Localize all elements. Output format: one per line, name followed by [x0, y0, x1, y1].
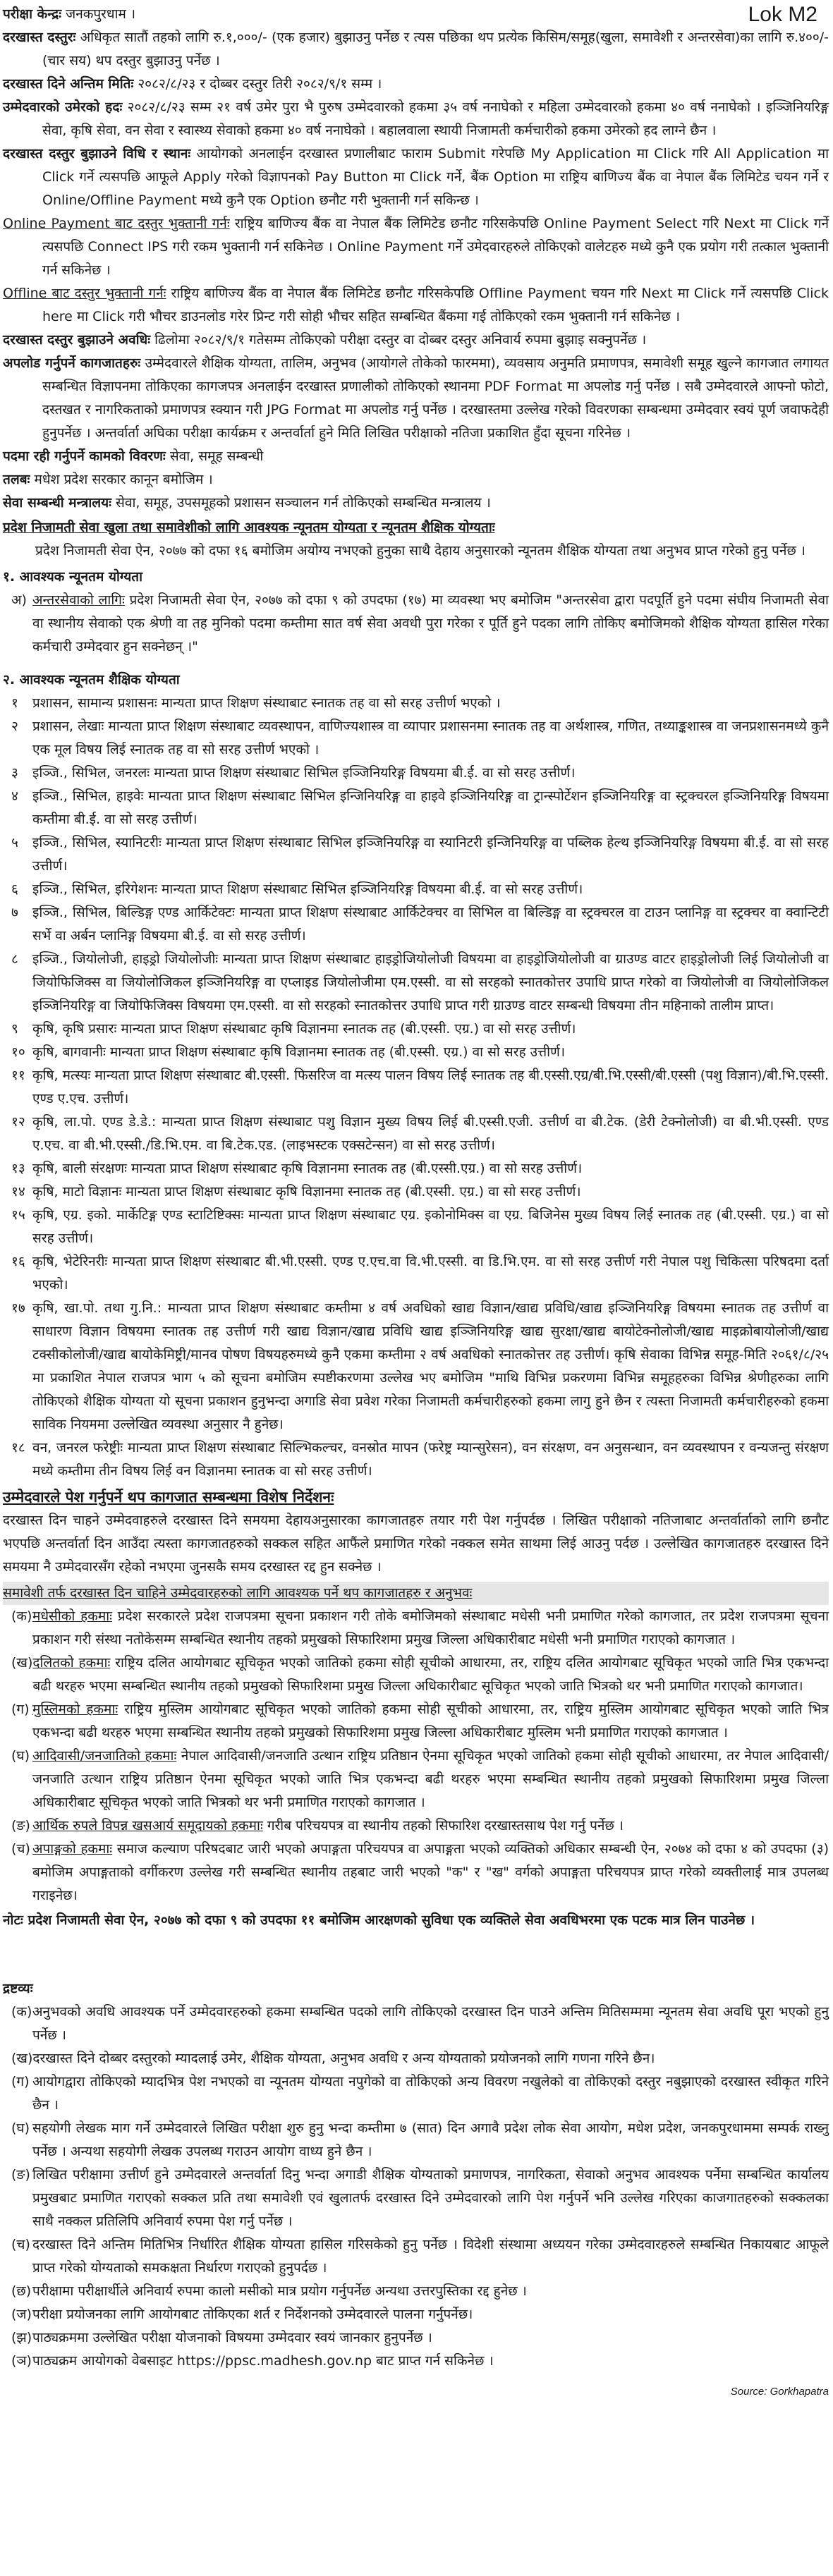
- item-text: गरीब परिचयपत्र वा स्थानीय तहको सिफारिश दरखास्तसाथ पेश गर्नु पर्नेछ ।: [267, 1818, 624, 1833]
- item-number: (च): [11, 2237, 30, 2252]
- inclusive-documents-heading: समावेशी तर्फ दरखास्त दिन चाहिने उम्मेदवारहरुको लागि आवश्यक पर्ने थप कागजातहरु र अनुभवः: [3, 1582, 829, 1605]
- list-item: [3, 1250, 829, 1297]
- item-text: परीक्षामा परीक्षार्थीले अनिवार्य रुपमा कालो मसीको मात्र प्रयोग गर्नुपर्नेछ अन्यथा उत्तरपुस्तिका रद्द हुनेछ ।: [32, 2283, 527, 2299]
- item-text: आयोगद्वारा तोकिएको म्यादभित्र पेश नभएको वा न्यूनतम योग्यता नपुगेको वा तोकिएको अन्य विवरण नखुलेको वा तोकिएको दस्तुर नबुझाएको दरखास्त स्वीकृत गरिने छैन ।: [32, 2074, 829, 2113]
- field-value: २०८२/८/२३ र दोब्बर दस्तुर तिरी २०८२/९/१ सम्म ।: [138, 76, 382, 92]
- minimum-qualification-heading: १. आवश्यक न्यूनतम योग्यता: [3, 569, 143, 585]
- item-label: मुस्लिमको हकमाः: [32, 1702, 118, 1717]
- item-body: [32, 785, 829, 831]
- item-number: ८: [11, 951, 18, 967]
- list-item: [3, 2070, 829, 2117]
- item-label: आदिवासी/जनजातिको हकमाः: [32, 1748, 177, 1764]
- field-label: अपलोड गर्नुपर्ने कागजातहरुः: [3, 355, 141, 371]
- item-number: (झ): [11, 2330, 32, 2345]
- item-text: इञ्जि., सिभिल, स्यानिटरीः मान्यता प्राप्त शिक्षण संस्थाबाट सिभिल इञ्जिनियरिङ्ग वा स्यानिटरी इन्जिनियरिङ्ग वा पब्लिक हेल्थ इञ्जिनियरिङ्ग विषयमा बी.ई. वा सो सरह उत्तीर्ण।: [32, 835, 829, 874]
- inclusive-documents-list: [3, 1605, 829, 1907]
- item-text: कृषि, खा.पो. तथा गु.नि.: मान्यता प्राप्त शिक्षण संस्थाबाट कम्तीमा ४ वर्ष अवधिको खाद्य विज्ञान/खाद्य प्रविधि/खाद्य इञ्जिनियरिङ्ग विषयमा स्नातक तह उत्तीर्ण वा साधारण विज्ञान विषयमा स्नातक तह उत्तीर्ण गरी खाद्य विज्ञान/खाद्य प्रविधि खाद्य इञ्जिनियरिङ्ग खाद्य सुरक्षा/खाद्य बायोटेक्नोलोजी/खाद्य माइक्रोबायोलोजी/खाद्य टक्सीकोलोजी/खाद्य बायोकेमिष्ट्री/मानव पोषण विषयहरुमध्ये कुनै एकमा कम्तीमा २ वर्ष अवधिको स्नातकोत्तर तह उत्तीर्ण। कृषि सेवाका विभिन्न समूह-मिति २०६१/८/२५ मा प्रकाशित नेपाल राजपत्र भाग ५ को सूचना बमोजिम स्पष्टीकरणमा उल्लेख भए बमोजिम "माथि विभिन्न प्रकरणमा विभिन्न समूहहरुका विभिन्न श्रेणीहरुका लागि तोकिएको शैक्षिक योग्यता यो सूचना प्रकाशन हुनुभन्दा अगाडि सेवा प्रवेश गरेका निजामती कर्मचारीहरुको हकमा लागु हुने छैन र त्यस्ता निजामती कर्मचारीहरुको हकमा साविक नियममा उल्लेखित व्यवस्था अनुसार नै हुनेछ।: [32, 1300, 829, 1432]
- item-text: राष्ट्रिय मुस्लिम आयोगबाट सूचिकृत भएको जातिको हकमा सोही सूचीको आधारमा, तर, राष्ट्रिय मुस्लिम आयोगबाट सूचिकृत भएको जाति भित्र एकभन्दा बढी थरहरु भएमा सम्बन्धित स्थानीय तहको प्रमुखको सिफारिशमा प्रमुख जिल्ला अधिकारीबाट मुस्लिम भनी प्रमाणित गराएको कागजात ।: [32, 1702, 829, 1740]
- item-body: [32, 1436, 829, 1483]
- item-body: [32, 2350, 829, 2373]
- item-number: (ज): [11, 2307, 32, 2322]
- notes-list: [3, 2001, 829, 2373]
- item-number: ६: [11, 881, 18, 897]
- item-number: १२: [11, 1114, 25, 1130]
- header-field: [3, 73, 829, 96]
- field-value: आयोगको अनलाईन दरखास्त प्रणालीबाट फाराम Submit गरेपछि My Application मा Click गरि All Application मा Click गर्ने त्यसपछि आफूले Apply गरेको विज्ञापनको Pay Button मा Click गर्ने, बैंक Option मा राष्ट्रिय बाणिज्य बैंक वा नेपाल बैंक लिमिटेड चयन गर्ने र Online/Offline Payment मध्ये कुनै एक Option छनौट गरी भुक्तानी गर्न सकिन्छ ।: [42, 146, 829, 208]
- item-text: इञ्जि., जियोलोजी, हाइड्रो जियोलोजीः मान्यता प्राप्त शिक्षण संस्थाबाट हाइड्रोजियोलोजी विषयमा वा हाइड्रोजियोलोजी वा ग्राउण्ड वाटर हाइड्रोलोजी लिई जियोलोजी वा जियोफिजिक्स वा जियोलोजिकल इञ्जिनियरिङ्ग वा एप्लाइड जियोलोजीमा एम.एस्सी. वा सो सरहको स्नातकोत्तर उपाधि प्राप्त गरेको वा जियोलोजी वा जियोलोजिकल इञ्जिनियरिङ्ग वा जियोफिजिक्स विषयमा एम.एस्सी. वा सो सरहको स्नातकोत्तर उपाधि प्राप्त गरी ग्राउण्ड वाटर सम्बन्धी विषयमा तीन महिनाको तालीम प्राप्त।: [32, 951, 829, 1013]
- item-text: कृषि, ला.पो. एण्ड डे.डे.: मान्यता प्राप्त शिक्षण संस्थाबाट पशु विज्ञान मुख्य विषय लिई बी.एस्सी.एजी. उत्तीर्ण वा बी.टेक. (डेरी टेक्नोलोजी) वा बी.भी.एस्सी. एण्ड ए.एच. वा बी.भी.एस्सी./डि.भि.एम. वा बि.टेक.एड. (लाइभस्टक एक्सटेन्सन) वा सो सरह उत्तीर्ण।: [32, 1114, 829, 1153]
- field-label: दरखास्त दस्तुरः: [3, 30, 76, 45]
- item-body: [32, 692, 829, 715]
- item-number: १८: [11, 1440, 25, 1455]
- item-text: इञ्जि., सिभिल, इरिगेशनः मान्यता प्राप्त शिक्षण संस्थाबाट सिभिल इञ्जिनियरिङ्ग विषयमा बी.ई. वा सो सरह उत्तीर्ण।: [32, 881, 583, 897]
- field-label: पदमा रही गर्नुपर्ने कामको विवरणः: [3, 448, 166, 464]
- list-item: [3, 1814, 829, 1838]
- field-value: राष्ट्रिय बाणिज्य बैंक वा नेपाल बैंक लिमिटेड छनौट गरिसकेपछि Online Payment Select गरि Next मा Click गर्ने त्यसपछि Connect IPS गरी रकम भुक्तानी गर्न सकिनेछ । Online Payment गर्ने उमेदवारहरुले तोकिएको वालेटहरु मध्ये कुनै एक प्रयोग गरी तत्काल भुक्तानी गर्न सकिनेछ ।: [42, 216, 829, 278]
- education-list: [3, 692, 829, 1483]
- item-number: १४: [11, 1184, 25, 1200]
- list-item: [3, 2047, 829, 2070]
- header-field: [3, 329, 829, 352]
- list-item: [3, 878, 829, 901]
- item-body: [32, 1698, 829, 1745]
- item-number: (घ): [11, 1748, 30, 1764]
- header-field: [3, 96, 829, 142]
- item-body: [32, 1605, 829, 1652]
- item-text: समाज कल्याण परिषदबाट जारी भएको अपाङ्गता परिचयपत्र वा अपाङ्गता भएको व्यक्तिको अधिकार सम्बन्धी ऐन, २०७४ को दफा ४ को उपदफा (३) बमोजिम अपाङ्गताको वर्गीकरण उल्लेख गरी सम्बन्धित स्थानीय तहबाट जारी भएको "क" र "ख" वर्गको अपाङ्गता परिचयपत्र प्राप्त गरेको व्यक्तीलाई मात्र उपलब्ध गराइनेछ।: [32, 1841, 829, 1903]
- list-item: [3, 2280, 829, 2303]
- item-text: कृषि, बाली संरक्षणः मान्यता प्राप्त शिक्षण संस्थाबाट कृषि विज्ञानमा स्नातक तह (बी.एस्सी.एग्र.) वा सो सरह उत्तीर्ण।: [32, 1161, 583, 1176]
- list-item: [3, 1652, 829, 1698]
- field-value: राष्ट्रिय बाणिज्य बैंक वा नेपाल बैंक लिमिटेड छनौट गरिसकेपछि Offline Payment चयन गरि Next मा Click गर्ने त्यसपछि Click here मा Click गरी भौचर डाउनलोड गरेर प्रिन्ट गरी सोही भौचर सहित सम्बन्धित बैंकमा गई तोकिएको रकम भुक्तानी गर्न सकिनेछ ।: [42, 286, 829, 324]
- field-value: जनकपुरधाम ।: [66, 6, 136, 22]
- header-field: [3, 26, 829, 73]
- item-number: १५: [11, 1207, 25, 1223]
- item-body: [32, 715, 829, 762]
- item-text: वन, जनरल फरेष्ट्रीः मान्यता प्राप्त शिक्षण संस्थाबाट सिल्भिकल्चर, वनस्रोत मापन (फरेष्ट्र म्यान्सुरेसन), वन संरक्षण, वन अनुसन्धान, वन व्यवस्थापन र वन्यजन्तु संरक्षण मध्ये कम्तीमा तीन विषय लिई वन विज्ञानमा स्नातक वा सो सरह उत्तीर्ण।: [32, 1440, 829, 1479]
- item-text: कृषि, एग्र. इको. मार्केटिङ्ग एण्ड स्टाटिष्टिक्सः मान्यता प्राप्त शिक्षण संस्थाबाट एग्र. इकोनोमिक्स वा एग्र. बिजिनेस मुख्य विषय लिई स्नातक तह (बी.एस्सी. एग्र.) वा सो सरह उत्तीर्ण।: [32, 1207, 829, 1246]
- header-field: [3, 492, 829, 515]
- field-label: दरखास्त दस्तुर बुझाउने विधि र स्थानः: [3, 146, 191, 161]
- item-number: (ञ): [11, 2353, 32, 2369]
- list-item: [3, 1605, 829, 1652]
- item-body: [32, 2280, 829, 2303]
- item-number: १६: [11, 1254, 25, 1269]
- item-body: [32, 1652, 829, 1698]
- item-label: अपाङ्गको हकमाः: [32, 1841, 113, 1857]
- item-number: १०: [11, 1044, 25, 1060]
- list-item: [3, 692, 829, 715]
- list-item: [3, 901, 829, 948]
- item-body: [32, 1297, 829, 1436]
- item-number: (ङ): [11, 1818, 30, 1833]
- field-label: परीक्षा केन्द्रः: [3, 6, 62, 22]
- item-body: [32, 1814, 829, 1838]
- item-number: (ख): [11, 2051, 33, 2066]
- field-label: दरखास्त दस्तुर बुझाउने अवधिः: [3, 332, 151, 348]
- item-number: (छ): [11, 2283, 32, 2299]
- item-body: [32, 2070, 829, 2117]
- item-number: (क): [11, 1609, 32, 1624]
- qualification-heading: प्रदेश निजामती सेवा खुला तथा समावेशीको लागि आवश्यक न्यूनतम योग्यता र न्यूनतम शैक्षिक योग्यताः: [3, 520, 495, 535]
- item-text: पाठ्यक्रम आयोगको वेबसाइट https://ppsc.madhesh.gov.np बाट प्राप्त गर्न सकिनेछ ।: [32, 2353, 494, 2369]
- item-text: इञ्जि., सिभिल, बिल्डिङ्ग एण्ड आर्किटेक्टः मान्यता प्राप्त शिक्षण संस्थाबाट आर्किटेक्चर वा सिभिल वा बिल्डिङ्ग वा स्ट्रक्चरल वा टाउन प्लानिङ्ग वा स्ट्रक्चर वा क्वान्टिटी सर्भे वा अर्बन प्लानिङ्ग विषयमा बी.ई. वा सो सरह उत्तीर्ण।: [32, 905, 829, 944]
- interservice-item: [3, 589, 829, 659]
- field-value: उम्मेदवारले शैक्षिक योग्यता, तालिम, अनुभव (आयोगले तोकेको फारममा), व्यवसाय अनुमति प्रमाणपत्र, समावेशी समूह खुल्ने कागजात लगायत सम्बन्धित विज्ञापनमा तोकिएका कागजपत्र अनलाईन दरखास्त प्रणालीको तोकिएको स्थानमा PDF Format मा अपलोड गर्नु पर्नेछ । सबै उम्मेदवारले आफ्नो फोटो, दस्तखत र नागरिकताको प्रमाणपत्र स्क्यान गरी JPG Format मा अपलोड गर्नु पर्नेछ । दरखास्तमा उल्लेख गरेको विवरणका सम्बन्धमा उम्मेदवार स्वयं पूर्ण जवाफदेही हुनुपर्नेछ । अन्तर्वार्ता अघिका परीक्षा कार्यक्रम र अन्तर्वार्ता हुने मिति लिखित परीक्षाको नतिजा प्रकाशित हुँदा सूचना गरिनेछ ।: [42, 355, 829, 441]
- item-body: [32, 1204, 829, 1250]
- item-number: (च): [11, 1841, 30, 1857]
- list-item: [3, 2326, 829, 2350]
- field-value: मधेश प्रदेश सरकार कानून बमोजिम ।: [34, 472, 213, 487]
- item-text: इञ्जि., सिभिल, हाइवेः मान्यता प्राप्त शिक्षण संस्थाबाट सिभिल इन्जिनियरिङ्ग वा हाइवे इञ्जिनियरिङ्ग वा ट्रान्स्पोर्टेशन इञ्जिनियरिङ्ग वा स्ट्रक्चरल इञ्जिनियरिङ्ग विषयमा कम्तीमा बी.ई. वा सो सरह उत्तीर्ण।: [32, 788, 829, 827]
- item-number: ३: [11, 765, 18, 781]
- item-body: [32, 1250, 829, 1297]
- notes-heading: द्रष्टव्यः: [3, 1981, 33, 1996]
- item-body: [32, 1838, 829, 1907]
- item-body: [32, 1111, 829, 1157]
- item-body: [32, 1745, 829, 1814]
- item-number: १३: [11, 1161, 25, 1176]
- list-item: [3, 948, 829, 1018]
- list-item: [3, 2001, 829, 2047]
- item-text: कृषि, भेटेरिनरीः मान्यता प्राप्त शिक्षण संस्थाबाट बी.भी.एस्सी. एण्ड ए.एच.वा वि.भी.एस्सी. वा डि.भि.एम. वा सो सरह उत्तीर्ण गरी नेपाल पशु चिकित्सा परिषदमा दर्ता भएको।: [32, 1254, 829, 1293]
- item-body: [32, 1180, 829, 1204]
- item-number: (ग): [11, 2074, 30, 2089]
- item-body: [32, 2117, 829, 2163]
- item-body: [32, 2303, 829, 2326]
- item-text: इञ्जि., सिभिल, जनरलः मान्यता प्राप्त शिक्षण संस्थाबाट सिभिल इञ्जिनियरिङ्ग विषयमा बी.ई. वा सो सरह उत्तीर्ण।: [32, 765, 576, 781]
- qualification-intro: प्रदेश निजामती सेवा ऐन, २०७७ को दफा १६ बमोजिम अयोग्य नभएको हुनुका साथै देहाय अनुसारको न्यूनतम शैक्षिक योग्यता तथा अनुभव प्राप्त गरेको हुनु पर्नेछ ।: [35, 543, 806, 558]
- item-number: ११: [11, 1068, 25, 1083]
- item-body: [32, 1018, 829, 1041]
- header-field: [3, 212, 829, 282]
- item-number: (ङ): [11, 2167, 30, 2183]
- item-body: [32, 2326, 829, 2350]
- list-item: [3, 1111, 829, 1157]
- field-label: Online Payment बाट दस्तुर भुक्तानी गर्नः: [3, 216, 230, 231]
- field-value: अधिकृत सातौं तहको लागि रु.१,०००/- (एक हजार) बुझाउनु पर्नेछ र त्यस पछिका थप प्रत्येक किसिम/समूह(खुला, समावेशी र अन्तरसेवा)का लागि रु.४००/-(चार सय) थप दस्तुर बुझाउनु पर्नेछ ।: [42, 30, 829, 68]
- list-item: [3, 2303, 829, 2326]
- field-value: सेवा, समूह, उपसमूहको प्रशासन सञ्चालन गर्न तोकिएको सम्बन्धित मन्त्रालय ।: [116, 495, 491, 511]
- header-field: [3, 282, 829, 329]
- item-body: [32, 1157, 829, 1180]
- list-item: [3, 785, 829, 831]
- item-number: २: [11, 719, 18, 734]
- item-text: परीक्षा प्रयोजनका लागि आयोगबाट तोकिएका शर्त र निर्देशनको उम्मेदवारले पालना गर्नुपर्नेछ।: [32, 2307, 473, 2322]
- item-text: सहयोगी लेखक माग गर्ने उम्मेदवारले लिखित परीक्षा शुरु हुनु भन्दा कम्तीमा ७ (सात) दिन अगावै प्रदेश लोक सेवा आयोग, मधेश प्रदेश, जनकपुरधाममा सम्पर्क राख्नु पर्नेछ । अन्यथा सहयोगी लेखक उपलब्ध गराउन आयोग वाध्य हुने छैन ।: [32, 2120, 829, 2159]
- item-body: [32, 948, 829, 1018]
- item-number: (क): [11, 2004, 32, 2020]
- item-number: ५: [11, 835, 18, 850]
- item-body: [32, 1041, 829, 1064]
- item-number: ९: [11, 1021, 18, 1037]
- item-label: आर्थिक रुपले विपन्न खसआर्य समूदायको हकमाः: [32, 1818, 263, 1833]
- item-number: ४: [11, 788, 18, 804]
- item-number: (ख): [11, 1655, 33, 1671]
- list-item: [3, 1204, 829, 1250]
- list-item: [3, 2163, 829, 2233]
- list-item: [3, 1297, 829, 1436]
- header-fields: [3, 3, 829, 515]
- list-item: [3, 2117, 829, 2163]
- interservice-label: अन्तरसेवाको लागिः: [32, 592, 125, 608]
- item-body: [32, 831, 829, 878]
- item-text: कृषि, कृषि प्रसारः मान्यता प्राप्त शिक्षण संस्थाबाट कृषि विज्ञानमा स्नातक तह (बी.एस्सी. एग्र.) वा सो सरह उत्तीर्ण।: [32, 1021, 576, 1037]
- list-item: [3, 1064, 829, 1111]
- item-number: ७: [11, 905, 18, 920]
- item-text: दरखास्त दिने दोब्बर दस्तुरको म्यादलाई उमेर, शैक्षिक योग्यता, अनुभव अवधि र अन्य योग्यताको प्रयोजनको लागि गणना गरिने छैन।: [32, 2051, 655, 2066]
- item-number: (ग): [11, 1702, 30, 1717]
- item-body: [32, 1064, 829, 1111]
- item-text: प्रदेश सरकारले प्रदेश राजपत्रमा सूचना प्रकाशन गरी तोके बमोजिमको संस्थाबाट मधेसी भनी प्रमाणित गरेको कागजात, तर प्रदेश राजपत्रमा सूचना प्रकाशन गरी संस्था नतोकेसम्म सम्बन्धित स्थानीय तहको प्रमुखको सिफारिशमा प्रमुख जिल्ला अधिकारीबाट मधेसी भनी प्रमाणित गराएको कागजात ।: [32, 1609, 829, 1647]
- item-marker: अ): [11, 592, 27, 608]
- source-credit: Source: Gorkhapatra: [730, 2386, 829, 2398]
- list-item: [3, 1018, 829, 1041]
- special-instructions-heading: उम्मेदवारले पेश गर्नुपर्ने थप कागजात सम्बन्धमा विशेष निर्देशनः: [3, 1489, 334, 1506]
- item-number: १७: [11, 1300, 25, 1316]
- field-label: सेवा सम्बन्धी मन्त्रालयः: [3, 495, 111, 511]
- field-value: सेवा, समूह सम्बन्धी: [169, 448, 264, 464]
- list-item: [3, 1157, 829, 1180]
- list-item: [3, 2350, 829, 2373]
- item-text: कृषि, माटो विज्ञानः मान्यता प्राप्त शिक्षण संस्थाबाट कृषि विज्ञानमा स्नातक तह (बी.एस्सी. एग्र.) वा सो सरह उत्तीर्ण।: [32, 1184, 581, 1200]
- list-item: [3, 1436, 829, 1483]
- interservice-text: प्रदेश निजामती सेवा ऐन, २०७७ को दफा ९ को उपदफा (१७) मा व्यवस्था भए बमोजिम "अन्तरसेवा द्वारा पदपूर्ति हुने पदमा संघीय निजामती सेवा वा स्थानीय सेवाको एक श्रेणी वा तह मुनिको पदमा कम्तीमा सात वर्ष सेवा अवधी पुरा गरेका र पूर्ति हुने पदका लागि तोकिए बमोजिमको शैक्षिक योग्यता हासिल गरेका कर्मचारी उम्मेदवार हुन सक्नेछन् ।": [32, 592, 829, 654]
- list-item: [3, 715, 829, 762]
- list-item: [3, 762, 829, 785]
- item-body: [32, 878, 829, 901]
- list-item: [3, 1041, 829, 1064]
- reservation-note: नोटः प्रदेश निजामती सेवा ऐन, २०७७ को दफा ९ को उपदफा ११ बमोजिम आरक्षणको सुविधा एक व्यक्तिले सेवा अवधिभरमा एक पटक मात्र लिन पाउनेछ ।: [3, 1912, 755, 1928]
- item-text: प्रशासन, लेखाः मान्यता प्राप्त शिक्षण संस्थाबाट व्यवस्थापन, वाणिज्यशास्त्र वा व्यापार प्रशासनमा स्नातक तह वा अर्थशास्त्र, गणित, तथ्याङ्कशास्त्र वा जनप्रशासनमध्ये कुनै एक मूल विषय लिई स्नातक तह वा सो सरह उत्तीर्ण भएको ।: [32, 719, 829, 757]
- item-number: (घ): [11, 2120, 30, 2136]
- header-field: [3, 468, 829, 492]
- item-label: मधेसीको हकमाः: [32, 1609, 112, 1624]
- item-body: [32, 2047, 829, 2070]
- list-item: [3, 1180, 829, 1204]
- item-text: दरखास्त दिने अन्तिम मितिभित्र निर्धारित शैक्षिक योग्यता हासिल गरिसकेको हुनु पर्नेछ । विदेशी संस्थामा अध्ययन गरेका उम्मेदवारहरुले सम्बन्धित निकायबाट आफूले प्राप्त गरेको योग्यताको समकक्षता निर्धारण गराएको हुनुपर्दछ ।: [32, 2237, 829, 2276]
- item-text: पाठ्यक्रममा उल्लेखित परीक्षा योजनाको विषयमा उम्मेदवार स्वयं जानकार हुनुपर्नेछ ।: [32, 2330, 432, 2345]
- item-text: नेपाल आदिवासी/जनजाति उत्थान राष्ट्रिय प्रतिष्ठान ऐनमा सूचिकृत भएको जातिको हकमा सोही सूचीको आधारमा, तर नेपाल आदिवासी/जनजाति उत्थान राष्ट्रिय प्रतिष्ठान ऐनमा सूचिकृत भएको जाति भित्र एकभन्दा बढी थरहरु भएमा सम्बन्धित स्थानीय तहको प्रमुखको सिफारिशमा प्रमुख जिल्ला अधिकारीबाट सूचिकृत भएको जाति भित्रको थर भनी प्रमाणित गराएको कागजात ।: [32, 1748, 829, 1810]
- item-text: प्रशासन, सामान्य प्रशासनः मान्यता प्राप्त शिक्षण संस्थाबाट स्नातक तह वा सो सरह उत्तीर्ण भएको ।: [32, 695, 501, 711]
- item-body: [32, 2163, 829, 2233]
- item-text: कृषि, बागवानीः मान्यता प्राप्त शिक्षण संस्थाबाट कृषि विज्ञानमा स्नातक तह (बी.एस्सी. एग्र.) वा सो सरह उत्तीर्ण।: [32, 1044, 566, 1060]
- item-body: [32, 2001, 829, 2047]
- list-item: [3, 2233, 829, 2280]
- item-body: [32, 901, 829, 948]
- list-item: [3, 1745, 829, 1814]
- special-instructions-text: दरखास्त दिन चाहने उम्मेदवाहरुले दरखास्त दिने समयमा देहायअनुसारका कागजातहरु तयार गरी पेश गर्नुपर्दछ । लिखित परीक्षाको नतिजाबाट अन्तर्वार्ताको लागि छनौट भएपछि अन्तर्वार्ता दिन आउँदा त्यस्ता कागजातहरुको सक्कल सहित आफैंले प्रमाणित गरेको नक्कल समेत साथमा लिई आउनु पर्दछ । उल्लेखित कागजातहरु दरखास्त दिने समयमा नै उम्मेदवारसँग रहेको नभएमा जुनसकै समय दरखास्त रद्द हुन सक्नेछ ।: [3, 1513, 829, 1575]
- field-label: Offline बाट दस्तुर भुक्तानी गर्नः: [3, 286, 166, 301]
- header-field: [3, 445, 829, 468]
- field-value: ढिलोमा २०८२/९/१ गतेसम्म तोकिएको परीक्षा दस्तुर वा दोब्बर दस्तुर अनिवार्य रुपमा बुझाइ सक्नुपर्नेछ ।: [154, 332, 647, 348]
- list-item: [3, 1698, 829, 1745]
- item-text: कृषि, मत्स्यः मान्यता प्राप्त शिक्षण संस्थाबाट बी.एस्सी. फिसरिज वा मत्स्य पालन विषय लिई स्नातक तह बी.एस्सी.एग्र/बी.भि.एस्सी/बी.एस्सी (पशु विज्ञान)/बी.भि.एस्सी. एण्ड ए.एच. उत्तीर्ण।: [32, 1068, 829, 1106]
- item-text: राष्ट्रिय दलित आयोगबाट सूचिकृत भएको जातिको हकमा सोही सूचीको आधारमा, तर, राष्ट्रिय दलित आयोगबाट सूचिकृत भएको जाति भित्र एकभन्दा बढी थरहरु भएमा सम्बन्धित स्थानीय तहको प्रमुखको सिफारिशमा प्रमुख जिल्ला अधिकारीबाट सूचिकृत भएको जाति भित्रको थर भनी प्रमाणित गराएको कागजात।: [32, 1655, 829, 1694]
- item-number: १: [11, 695, 18, 711]
- item-body: [32, 2233, 829, 2280]
- item-body: [32, 762, 829, 785]
- header-field: [3, 3, 829, 26]
- item-text: लिखित परीक्षामा उत्तीर्ण हुने उम्मेदवारले अन्तर्वार्ता दिनु भन्दा अगाडी शैक्षिक योग्यताको प्रमाणपत्र, नागरिकता, सेवाको अनुभव आवश्यक पर्नेमा सम्बन्धित कार्यालय प्रमुखबाट प्रमाणित गराएको सक्कल प्रति तथा समावेशी एवं खुलातर्फ दरखास्त दिने उम्मेदवारको लागि पेश गर्नुपर्ने भनि उल्लेख गरिएका काजगातहरुको सक्कलका साथै नक्कल प्रतिलिपि अनिवार्य रुपमा पेश गर्नु पर्नेछ ।: [32, 2167, 829, 2229]
- field-label: दरखास्त दिने अन्तिम मितिः: [3, 76, 134, 92]
- item-label: दलितको हकमाः: [32, 1655, 111, 1671]
- education-heading: २. आवश्यक न्यूनतम शैक्षिक योग्यता: [3, 672, 180, 688]
- list-item: [3, 1838, 829, 1907]
- item-text: अनुभवको अवधि आवश्यक पर्ने उम्मेदवारहरुको हकमा सम्बन्धित पदको लागि तोकिएको दरखास्त दिन पाउने अन्तिम मितिसम्ममा न्यूनतम सेवा अवधि पूरा भएको हुनु पर्नेछ ।: [32, 2004, 829, 2043]
- field-value: २०८२/८/२३ सम्म २१ वर्ष उमेर पुरा भै पुरुष उम्मेदवारको हकमा ३५ वर्ष ननाघेको र महिला उम्मेदवारको हकमा ४० वर्ष ननाघेको । इञ्जिनियरिङ्ग सेवा, कृषि सेवा, वन सेवा र स्वास्थ्य सेवाको हकमा ४० वर्ष ननाघेको । बहालवाला स्थायी निजामती कर्मचारीको हकमा उमेरको हद लाग्ने छैन ।: [42, 99, 829, 138]
- field-label: तलबः: [3, 472, 30, 487]
- header-field: [3, 142, 829, 212]
- header-field: [3, 352, 829, 445]
- document-reference: Lok M2: [748, 3, 817, 26]
- field-label: उम्मेदवारको उमेरको हदः: [3, 99, 123, 115]
- list-item: [3, 831, 829, 878]
